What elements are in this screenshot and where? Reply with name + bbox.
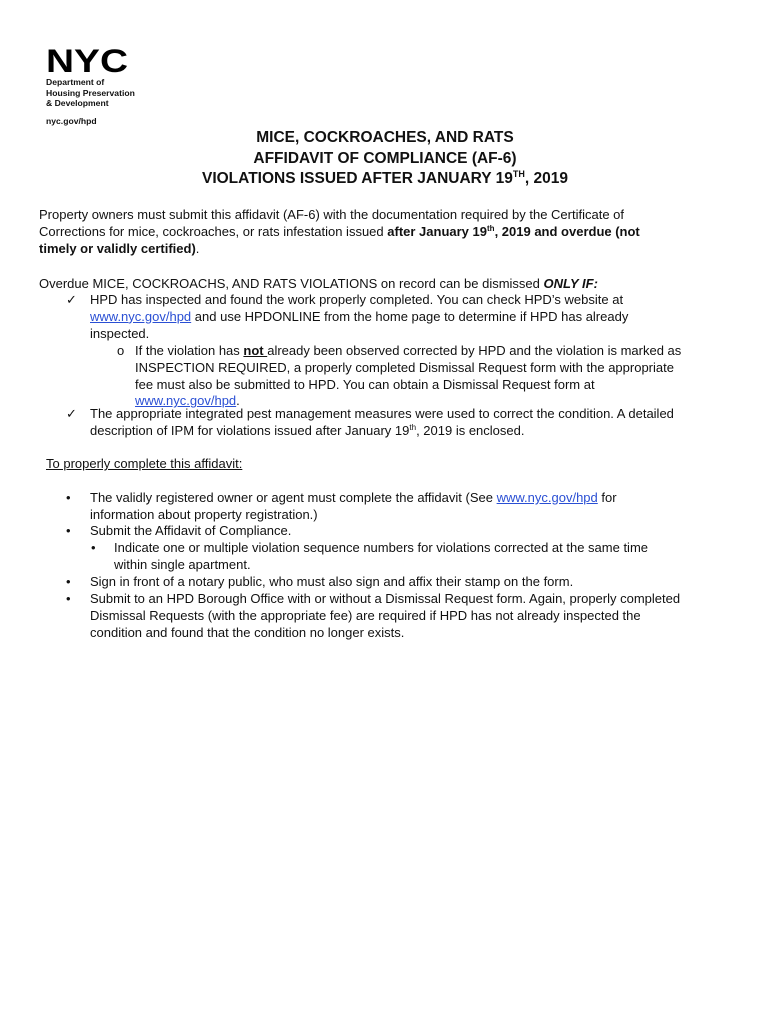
condition-1-line-2: www.nyc.gov/hpd and use HPDONLINE from the home page to determine if HPD has already (90, 308, 629, 324)
instruction-item-1 (90, 490, 617, 524)
instruction-4-line-3: condition and found that the condition no longer exists. (90, 624, 405, 640)
bullet-marker: • (66, 574, 71, 589)
subitem-line-3: fee must also be submitted to HPD. You can obtain a Dismissal Request form at (135, 376, 595, 392)
bullet-marker: • (66, 490, 71, 505)
intro-line-1: Property owners must submit this affidavit (AF-6) with the documentation required by the Certificate of (39, 207, 625, 222)
condition-subitem (135, 343, 681, 410)
header-website: nyc.gov/hpd (46, 116, 97, 126)
checkmark-icon: ✓ (66, 292, 77, 307)
condition-1-line-3: inspected. (90, 325, 150, 341)
svg-text:NYC: NYC (46, 46, 128, 76)
instruction-item-4 (90, 591, 680, 641)
department-name (46, 77, 135, 109)
subitem-line-4: www.nyc.gov/hpd. (135, 393, 240, 409)
condition-2-line-2: description of IPM for violations issued after January 19th, 2019 is enclosed. (90, 422, 525, 438)
checkmark-icon: ✓ (66, 406, 77, 421)
instruction-sub-line-1: Indicate one or multiple violation sequence numbers for violations corrected at the same time (114, 540, 649, 555)
condition-2-line-1: The appropriate integrated pest management measures were used to correct the condition. A detailed (90, 406, 674, 421)
sub-bullet-marker: • (91, 540, 96, 555)
department-line: & Development (46, 98, 109, 109)
bullet-marker: • (66, 523, 71, 538)
intro-line-3: timely or validly certified). (39, 240, 200, 256)
condition-1-line-1: HPD has inspected and found the work properly completed. You can check HPD’s website at (90, 292, 624, 307)
hpd-website-link[interactable]: www.nyc.gov/hpd (135, 393, 237, 409)
instruction-1-line-2: information about property registration.) (90, 506, 318, 522)
subitem-line-2: INSPECTION REQUIRED, a properly completed Dismissal Request form with the appropriate (135, 359, 674, 375)
instruction-subitem (114, 540, 648, 574)
intro-line-2: Corrections for mice, cockroaches, or rats infestation issued after January 19th, 2019 and overdue (not (39, 223, 640, 239)
hpd-website-link[interactable]: www.nyc.gov/hpd (90, 308, 192, 324)
subitem-line-1: If the violation has not already been observed corrected by HPD and the violation is marked as (135, 343, 682, 358)
sub-bullet-marker: o (117, 343, 125, 358)
instruction-item-2: Submit the Affidavit of Compliance. (90, 523, 292, 538)
bullet-marker: • (66, 591, 71, 606)
document-title (0, 128, 770, 190)
hpd-website-link[interactable]: www.nyc.gov/hpd (496, 490, 598, 505)
instruction-item-3: Sign in front of a notary public, who must also sign and affix their stamp on the form. (90, 574, 574, 589)
condition-item-2 (90, 406, 674, 440)
dismissal-heading: Overdue MICE, COCKROACHS, AND RATS VIOLATIONS on record can be dismissed ONLY IF: (39, 276, 598, 291)
instruction-1-line-1: The validly registered owner or agent must complete the affidavit (See www.nyc.gov/hpd for (90, 490, 617, 505)
instructions-heading: To properly complete this affidavit: (46, 456, 243, 471)
intro-paragraph (39, 207, 640, 257)
nyc-logo-mark (46, 46, 128, 76)
instruction-4-line-1: Submit to an HPD Borough Office with or without a Dismissal Request form. Again, properly completed (90, 591, 681, 606)
condition-item-1 (90, 292, 628, 342)
title-line-2: AFFIDAVIT OF COMPLIANCE (AF-6) (253, 149, 517, 167)
instruction-sub-line-2: within single apartment. (114, 556, 251, 572)
title-line-3: VIOLATIONS ISSUED AFTER JANUARY 19TH, 2019 (201, 169, 569, 187)
instruction-4-line-2: Dismissal Requests (with the appropriate fee) are required if HPD has not already inspected the (90, 607, 641, 623)
department-line: Department of (46, 77, 105, 87)
department-line: Housing Preservation (46, 87, 135, 98)
title-line-1: MICE, COCKROACHES, AND RATS (256, 129, 514, 146)
nyc-logo (46, 46, 128, 76)
